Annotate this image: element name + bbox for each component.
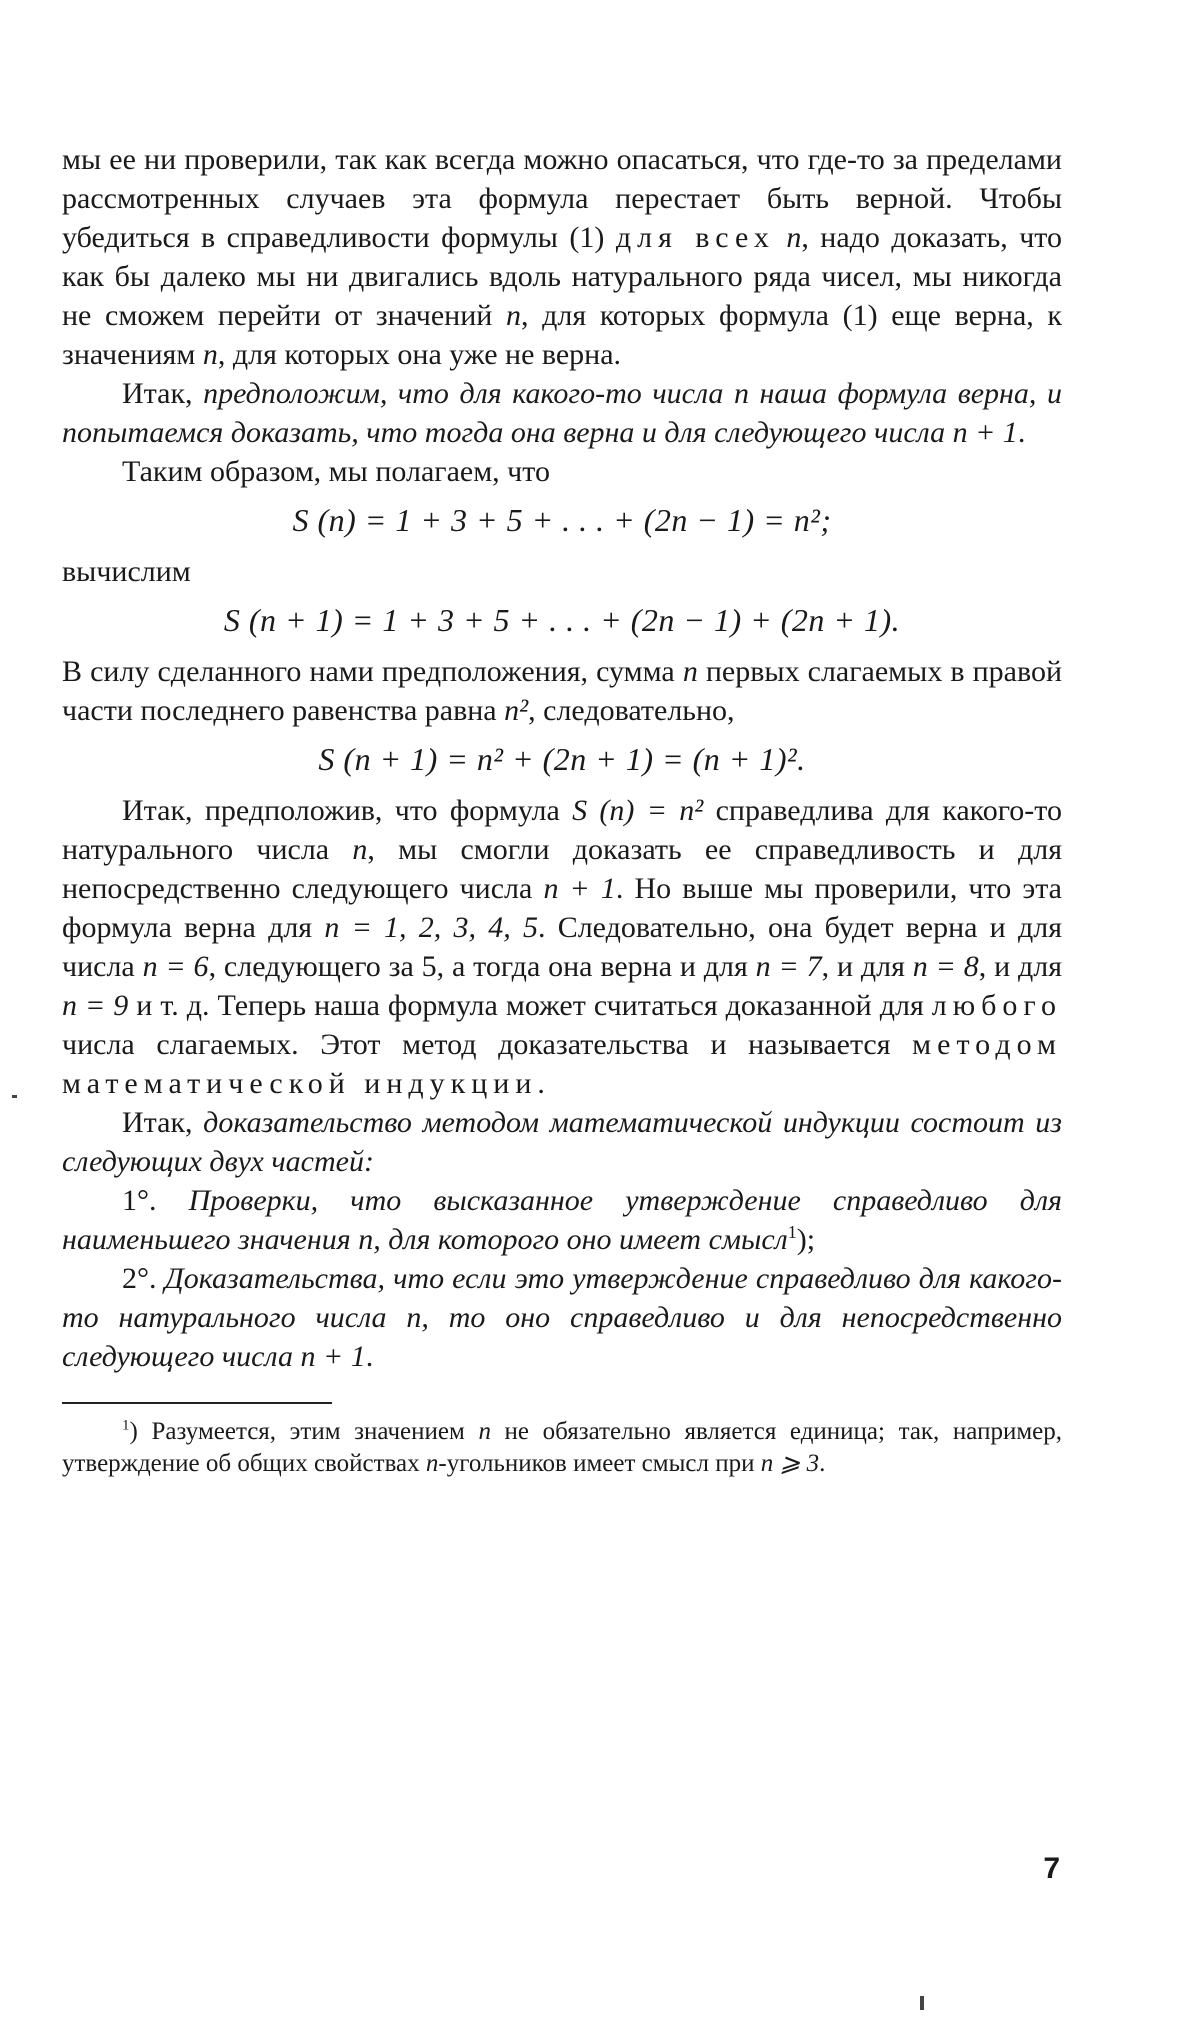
page-body	[62, 140, 1062, 1480]
paragraph: 1°. Проверки, что высказанное утверждение справедливо для наименьшего значения n, для которого оно имеет смысл$^1$);	[62, 1184, 1063, 1256]
paragraph: Итак, предположим, что для какого-то числа n наша формула верна, и попытаемся доказать, что тогда она верна и для следующего числа n + 1.	[62, 377, 1062, 449]
formula: S (n + 1) = n² + (2n + 1) = (n + 1)².	[318, 741, 806, 777]
paragraph: мы ее ни проверили, так как всегда можно опасаться, что где-то за пределами рассмотренных случаев эта формула перестает быть верной. Чтобы убедиться в справедливости формулы (1) для всех n, надо доказать, что как бы далеко мы ни двигались вдоль натурального ряда чисел, мы никогда не сможем перейти от значений n, для которых формула (1) еще верна, к значениям n, для которых она уже не верна.	[62, 143, 1063, 371]
scan-mark	[920, 1996, 924, 2010]
footnote-rule	[62, 1402, 332, 1404]
scan-mark	[12, 1095, 17, 1098]
footnote: $^1$) Разумеется, этим значением n не обязательно является единица; так, например, утверждение об общих свойствах n-угольников имеет смысл при n ⩾ 3.	[62, 1417, 1062, 1477]
paragraph: Итак, предположив, что формула S (n) = n² справедлива для какого-то натурального числа n, мы смогли доказать ее справедливость и для непосредственно следующего числа n + 1. Но выше мы проверили, что эта формула верна для n = 1, 2, 3, 4, 5. Следовательно, она будет верна и для числа n = 6, следующего за 5, а тогда она верна и для n = 7, и для n = 8, и для n = 9 и т. д. Теперь наша формула может считаться доказанной для любого числа слагаемых. Этот метод доказательства и называется методом математической индукции.	[62, 794, 1063, 1100]
page-number: 7	[1043, 1852, 1060, 1885]
paragraph: вычислим	[62, 555, 191, 588]
paragraph: Таким образом, мы полагаем, что	[122, 455, 550, 488]
formula: S (n + 1) = 1 + 3 + 5 + . . . + (2n − 1) + (2n + 1).	[223, 602, 901, 638]
formula: S (n) = 1 + 3 + 5 + . . . + (2n − 1) = n²;	[292, 502, 832, 538]
paragraph: Итак, доказательство методом математической индукции состоит из следующих двух частей:	[62, 1106, 1062, 1178]
paragraph: 2°. Доказательства, что если это утверждение справедливо для какого-то натурального числа n, то оно справедливо и для непосредственно следующего числа n + 1.	[62, 1262, 1062, 1373]
paragraph: В силу сделанного нами предположения, сумма n первых слагаемых в правой части последнего равенства равна n², следовательно,	[62, 655, 1063, 727]
